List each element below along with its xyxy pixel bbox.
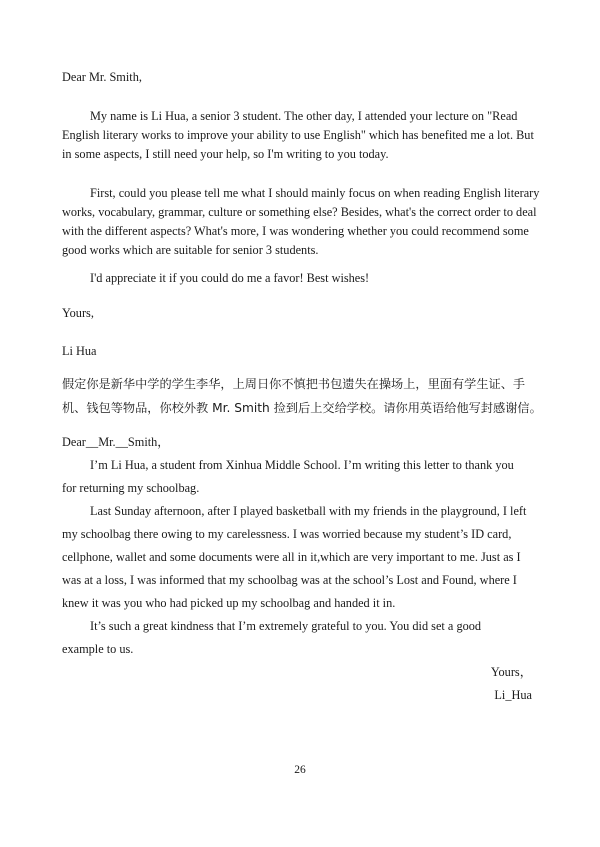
letter2-para2-line4: was at a loss, I was informed that my schoolbag was at the school’s Lost and Found, where I bbox=[62, 573, 517, 587]
letter1-para3: I'd appreciate it if you could do me a favor! Best wishes! bbox=[90, 271, 370, 285]
letter1-signature: Li Hua bbox=[62, 344, 97, 358]
prompt-line1: 假定你是新华中学的学生李华，上周日你不慎把书包遗失在操场上，里面有学生证、手 bbox=[62, 377, 526, 391]
letter1-para2-line4: good works which are suitable for senior 3 students. bbox=[62, 243, 319, 257]
letter1-para2-line1: First, could you please tell me what I should mainly focus on when reading English literary bbox=[90, 186, 540, 200]
letter2-para2-line5: knew it was you who had picked up my schoolbag and handed it in. bbox=[62, 596, 396, 610]
letter2-signature: Li_Hua bbox=[494, 688, 532, 702]
letter1-para1-line2: English literary works to improve your ability to use English" which has benefited me a lot. But bbox=[62, 128, 534, 142]
letter2-para1-line2: for returning my schoolbag. bbox=[62, 481, 200, 495]
letter1-para2-line3: with the different aspects? What's more, I was wondering whether you could recommend some bbox=[62, 224, 529, 238]
letter1-para1-line1: My name is Li Hua, a senior 3 student. The other day, I attended your lecture on "Read bbox=[90, 109, 518, 123]
letter2-closing: Yours， bbox=[490, 665, 532, 679]
letter2-para3-line1: It’s such a great kindness that I’m extremely grateful to you. You did set a good bbox=[90, 619, 482, 633]
letter2-para1-line1: I’m Li Hua, a student from Xinhua Middle School. I’m writing this letter to thank you bbox=[90, 458, 514, 472]
letter2-salutation: Dear__Mr.__Smith， bbox=[62, 435, 170, 449]
letter2-para3-line2: example to us. bbox=[62, 642, 134, 656]
letter1-para1-line3: in some aspects, I still need your help, so I'm writing to you today. bbox=[62, 147, 389, 161]
letter1-para2-line2: works, vocabulary, grammar, culture or something else? Besides, what's the correct order to deal bbox=[62, 205, 537, 219]
prompt-line2: 机、钱包等物品，你校外教 Mr. Smith 捡到后上交给学校。请你用英语给他写封感谢信。 bbox=[62, 401, 542, 415]
letter2-para2-line2: my schoolbag there owing to my carelessness. I was worried because my student’s ID card, bbox=[62, 527, 512, 541]
letter2-para2-line1: Last Sunday afternoon, after I played basketball with my friends in the playground, I left bbox=[90, 504, 527, 518]
page-number: 26 bbox=[294, 764, 306, 776]
letter2-para2-line3: cellphone, wallet and some documents were all in it,which are very important to me. Just as I bbox=[62, 550, 521, 564]
letter1-closing: Yours, bbox=[62, 306, 94, 320]
letter1-salutation: Dear Mr. Smith, bbox=[62, 70, 142, 84]
